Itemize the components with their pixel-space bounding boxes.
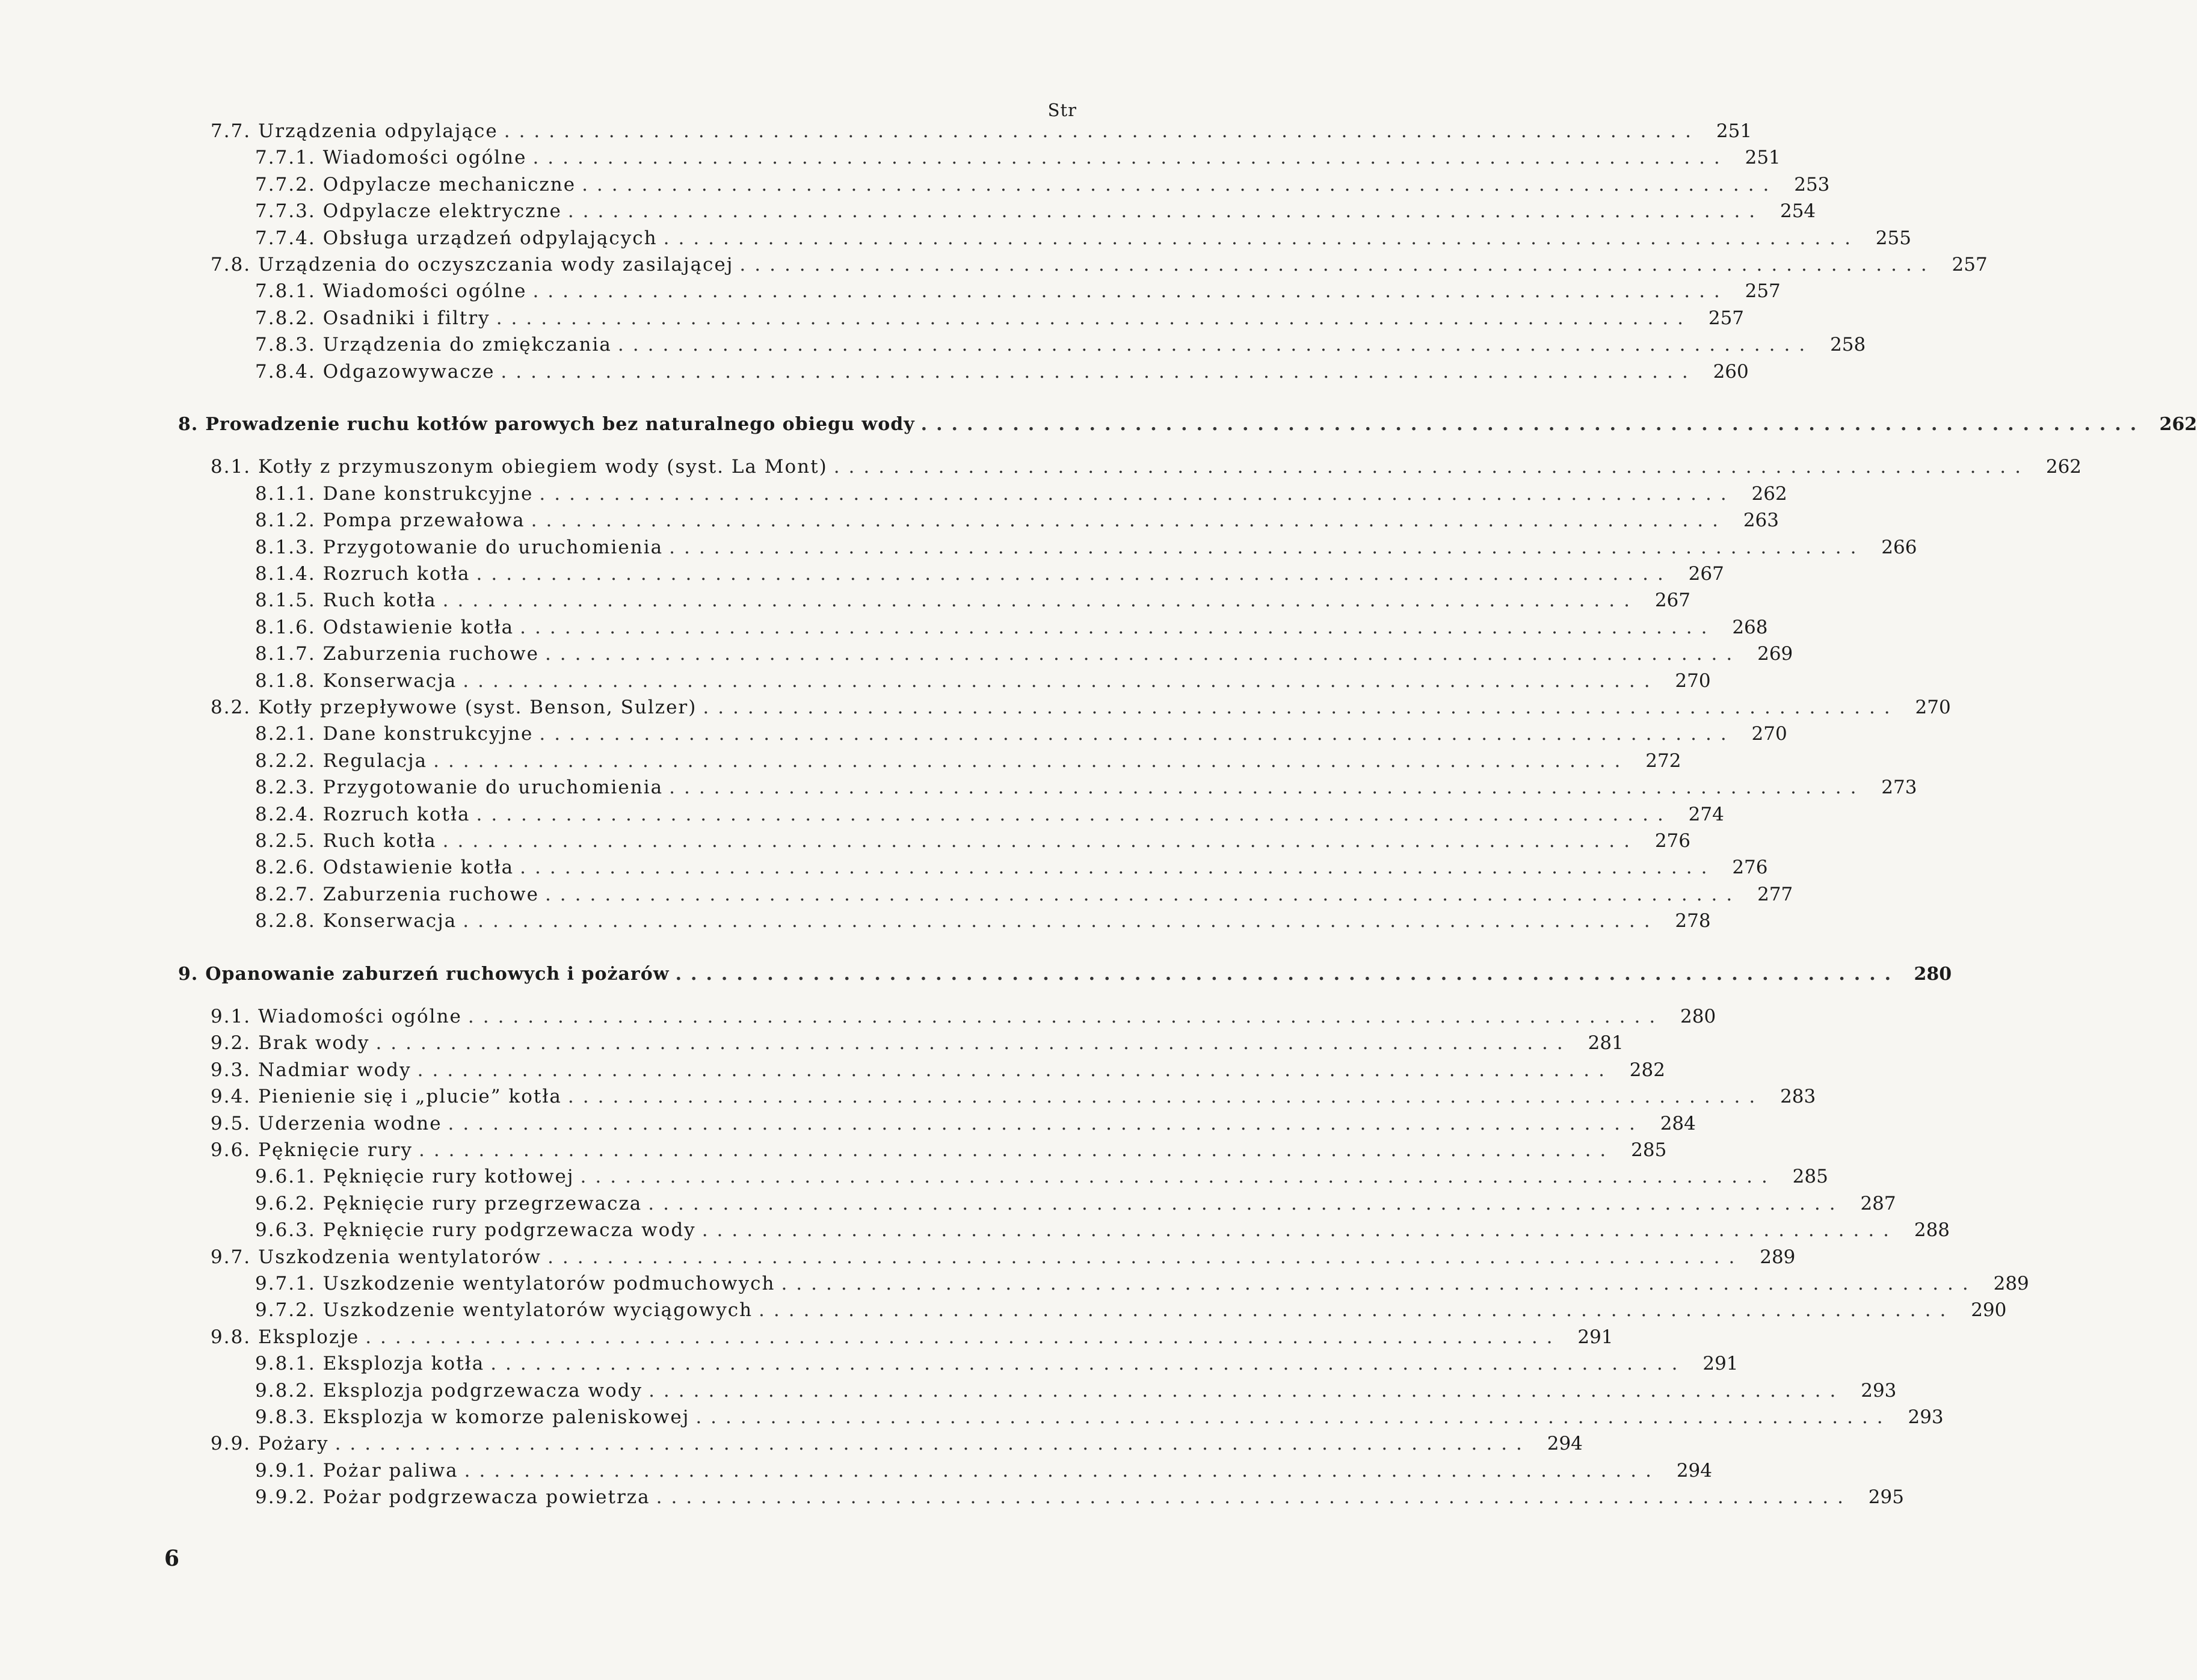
toc-row — [255, 1219, 1950, 1246]
toc-row — [211, 456, 2082, 482]
toc-number: 9.8.2. — [255, 1380, 316, 1402]
toc-number: 8.1.4. — [255, 563, 316, 585]
toc-number: 8.1.2. — [255, 509, 316, 531]
toc-number: 7.8. — [211, 254, 251, 275]
toc-number: 7.8.3. — [255, 334, 316, 355]
toc-page-number: 267 — [1654, 589, 1690, 611]
toc-number: 8.2. — [211, 697, 251, 718]
dot-leader: ................................................................................ — [663, 227, 1860, 249]
toc-page-number: 293 — [1861, 1380, 1897, 1402]
toc-title: Nadmiar wody — [258, 1059, 411, 1081]
toc-number: 9.7. — [211, 1246, 251, 1268]
toc-row — [255, 1460, 1712, 1486]
toc-title: Dane konstrukcyjne — [322, 723, 534, 745]
toc-row — [211, 697, 1951, 723]
dot-leader: ................................................................................ — [442, 589, 1639, 611]
dot-leader: ................................................................................ — [544, 643, 1742, 665]
dot-leader: ................................................................................ — [582, 174, 1778, 195]
toc-number: 9.8. — [211, 1326, 251, 1348]
toc-number: 8.1.5. — [255, 589, 316, 611]
toc-page-number: 270 — [1675, 670, 1711, 692]
toc-page-number: 257 — [1708, 307, 1745, 329]
dot-leader: ................................................................................ — [365, 1326, 1562, 1348]
toc-title: Ruch kotła — [322, 830, 437, 852]
toc-row — [211, 1433, 1583, 1459]
toc-title: Prowadzenie ruchu kotłów parowych bez naturalnego obiegu wody — [205, 414, 915, 435]
dot-leader: ................................................................................ — [833, 456, 2030, 478]
toc-number: 9.1. — [211, 1006, 251, 1027]
toc-title: Wiadomości ogólne — [258, 1006, 462, 1027]
toc-title: Pęknięcie rury podgrzewacza wody — [322, 1219, 696, 1241]
toc-number: 8.1.6. — [255, 617, 316, 638]
toc-row — [255, 280, 1781, 307]
toc-page-number: 283 — [1780, 1086, 1816, 1107]
toc-page-number: 255 — [1875, 227, 1911, 249]
toc-number: 7.7.1. — [255, 147, 316, 168]
toc-title: Dane konstrukcyjne — [322, 483, 534, 505]
toc-page-number: 289 — [1993, 1273, 2029, 1294]
toc-title: Pożary — [258, 1433, 329, 1454]
toc-chapter-row — [178, 964, 1952, 990]
toc-page-number: 272 — [1645, 750, 1681, 772]
toc-page-number: 263 — [1743, 509, 1779, 531]
dot-leader: ................................................................................ — [467, 1006, 1665, 1027]
toc-title: Pożar paliwa — [322, 1460, 458, 1482]
toc-number: 9.3. — [211, 1059, 251, 1081]
toc-page-number: 281 — [1588, 1032, 1624, 1054]
dot-leader: ................................................................................ — [490, 1353, 1687, 1374]
toc-row — [211, 1032, 1624, 1059]
dot-leader: ................................................................................ — [532, 147, 1729, 168]
toc-page-number: 294 — [1547, 1433, 1583, 1454]
toc-title: Pęknięcie rury przegrzewacza — [322, 1193, 642, 1214]
dot-leader: ................................................................................ — [567, 200, 1764, 222]
toc-title: Uderzenia wodne — [258, 1113, 442, 1134]
toc-page-number: 273 — [1881, 777, 1917, 798]
toc-row — [255, 1166, 1828, 1192]
toc-row — [255, 723, 1787, 749]
toc-number: 7.8.1. — [255, 280, 316, 302]
toc-row — [255, 1353, 1739, 1379]
toc-number: 8.2.8. — [255, 910, 316, 932]
toc-number: 8.2.6. — [255, 857, 316, 878]
toc-page-number: 293 — [1908, 1406, 1944, 1428]
toc-page-number: 270 — [1751, 723, 1787, 745]
toc-page-number: 262 — [1751, 483, 1787, 505]
toc-title: Pęknięcie rury — [258, 1139, 413, 1161]
toc-title: Kotły przepływowe (syst. Benson, Sulzer) — [258, 697, 697, 718]
dot-leader: ................................................................................ — [476, 563, 1672, 585]
toc-title: Odstawienie kotła — [322, 617, 514, 638]
toc-row — [255, 174, 1830, 200]
toc-title: Odpylacze mechaniczne — [322, 174, 576, 195]
toc-title: Przygotowanie do uruchomienia — [322, 777, 664, 798]
toc-number: 7.8.4. — [255, 361, 316, 383]
toc-page-number: 280 — [1680, 1006, 1716, 1027]
toc-page-number: 282 — [1629, 1059, 1665, 1081]
toc-title: Wiadomości ogólne — [322, 147, 527, 168]
dot-leader: ................................................................................ — [463, 670, 1659, 692]
toc-row — [255, 1406, 1944, 1433]
toc-row — [255, 617, 1768, 643]
dot-leader: ................................................................................ — [504, 120, 1701, 142]
dot-leader: ................................................................................ — [539, 723, 1736, 745]
toc-title: Urządzenia do zmiękczania — [322, 334, 612, 355]
toc-page-number: 268 — [1732, 617, 1768, 638]
toc-row — [255, 334, 1866, 360]
dot-leader: ................................................................................ — [739, 254, 1936, 275]
toc-page-number: 284 — [1660, 1113, 1696, 1134]
dot-leader: ................................................................................ — [695, 1406, 1892, 1428]
toc-title: Konserwacja — [322, 910, 457, 932]
toc-row — [255, 777, 1917, 803]
toc-page-number: 276 — [1654, 830, 1690, 852]
dot-leader: ................................................................................ — [648, 1193, 1844, 1214]
toc-number: 8.2.3. — [255, 777, 316, 798]
dot-leader: ................................................................................ — [656, 1486, 1852, 1508]
toc-number: 8.1.8. — [255, 670, 316, 692]
toc-title: Uszkodzenia wentylatorów — [258, 1246, 542, 1268]
dot-leader: ................................................................................ — [334, 1433, 1531, 1454]
toc-number: 8.1.3. — [255, 537, 316, 558]
toc-number: 9.4. — [211, 1086, 251, 1107]
toc-number: 7.7.4. — [255, 227, 316, 249]
toc-row — [255, 1380, 1897, 1406]
dot-leader: ................................................................................ — [669, 777, 1866, 798]
toc-page-number: 291 — [1702, 1353, 1739, 1374]
toc-number: 7.7.2. — [255, 174, 316, 195]
toc-number: 8.2.2. — [255, 750, 316, 772]
toc-row — [255, 857, 1768, 883]
toc-title: Zaburzenia ruchowe — [322, 643, 539, 665]
toc-page-number: 270 — [1915, 697, 1951, 718]
toc-row — [255, 884, 1793, 910]
toc-title: Wiadomości ogólne — [322, 280, 527, 302]
toc-title: Kotły z przymuszonym obiegiem wody (syst. La Mont) — [258, 456, 828, 478]
toc-row — [255, 307, 1745, 334]
toc-row — [255, 200, 1816, 227]
toc-page-number: 253 — [1794, 174, 1830, 195]
toc-page-number: 274 — [1688, 804, 1724, 825]
toc-page-number: 288 — [1914, 1219, 1950, 1241]
toc-title: Urządzenia do oczyszczania wody zasilającej — [258, 254, 734, 275]
toc-page-number: 251 — [1745, 147, 1781, 168]
dot-leader: ................................................................................ — [539, 483, 1736, 505]
toc-title: Konserwacja — [322, 670, 457, 692]
toc-title: Odstawienie kotła — [322, 857, 514, 878]
toc-page-number: 277 — [1757, 884, 1793, 905]
toc-page-number: 257 — [1952, 254, 1988, 275]
toc-page-number: 287 — [1860, 1193, 1896, 1214]
toc-number: 9.6.3. — [255, 1219, 316, 1241]
toc-page-number: 290 — [1971, 1299, 2007, 1321]
toc-number: 8.1.1. — [255, 483, 316, 505]
toc-title: Zaburzenia ruchowe — [322, 884, 539, 905]
toc-number: 7.8.2. — [255, 307, 316, 329]
dot-leader: ................................................................................ — [501, 361, 1697, 383]
toc-number: 9.8.1. — [255, 1353, 316, 1374]
toc-page-number: 278 — [1675, 910, 1711, 932]
toc-number: 9.2. — [211, 1032, 251, 1054]
dot-leader: ................................................................................ — [567, 1086, 1764, 1107]
toc-row — [255, 830, 1690, 857]
dot-leader: ................................................................................ — [433, 750, 1630, 772]
toc-row — [255, 589, 1690, 616]
toc-page-number: 276 — [1732, 857, 1768, 878]
dot-leader: ................................................................................ — [649, 1380, 1845, 1402]
toc-title: Urządzenia odpylające — [258, 120, 498, 142]
dot-leader: ................................................................................ — [464, 1460, 1660, 1482]
toc-number: 9.7.2. — [255, 1299, 316, 1321]
toc-row — [255, 1273, 2029, 1299]
toc-page-number: 285 — [1631, 1139, 1667, 1161]
dot-leader: ................................................................................ — [669, 537, 1866, 558]
toc-number: 8.1.7. — [255, 643, 316, 665]
toc-title: Rozruch kotła — [322, 804, 470, 825]
toc-row — [255, 643, 1793, 669]
toc-title: Odgazowywacze — [322, 361, 495, 383]
toc-number: 8.2.7. — [255, 884, 316, 905]
toc-row — [255, 804, 1724, 830]
toc-title: Odpylacze elektryczne — [322, 200, 562, 222]
toc-page-number: 267 — [1688, 563, 1724, 585]
toc-page-number: 269 — [1757, 643, 1793, 665]
page-number: 6 — [164, 1546, 180, 1571]
toc-row — [255, 670, 1711, 697]
toc-row — [255, 910, 1711, 937]
toc-page-number: 294 — [1676, 1460, 1712, 1482]
toc-row — [255, 361, 1749, 387]
toc-title: Regulacja — [322, 750, 428, 772]
dot-leader: ................................................................................ — [580, 1166, 1776, 1187]
toc-number: 8.1. — [211, 456, 251, 478]
dot-leader: ................................................................................ — [463, 910, 1659, 932]
toc-page-number: 257 — [1745, 280, 1781, 302]
toc-chapter-row — [178, 414, 2197, 440]
dot-leader: ................................................................................ — [417, 1059, 1613, 1081]
dot-leader: ................................................................................ — [920, 414, 2146, 435]
toc-row — [211, 1326, 1613, 1353]
toc-number: 8.2.5. — [255, 830, 316, 852]
toc-title: Opanowanie zaburzeń ruchowych i pożarów — [205, 964, 670, 985]
toc-title: Przygotowanie do uruchomienia — [322, 537, 664, 558]
toc-number: 8.2.1. — [255, 723, 316, 745]
toc-row — [255, 509, 1779, 536]
toc-row — [255, 483, 1787, 509]
toc-page-number: 291 — [1577, 1326, 1613, 1348]
toc-page-number: 289 — [1760, 1246, 1796, 1268]
toc-row — [255, 750, 1681, 777]
toc-row — [255, 1299, 2007, 1326]
toc-title: Pożar podgrzewacza powietrza — [322, 1486, 650, 1508]
dot-leader: ................................................................................ — [496, 307, 1693, 329]
toc-number: 9.5. — [211, 1113, 251, 1134]
toc-row — [255, 563, 1724, 589]
toc-page-number: 254 — [1779, 200, 1816, 222]
toc-title: Uszkodzenie wentylatorów wyciągowych — [322, 1299, 753, 1321]
toc-title: Uszkodzenie wentylatorów podmuchowych — [322, 1273, 775, 1294]
toc-title: Rozruch kotła — [322, 563, 470, 585]
toc-number: 8.2.4. — [255, 804, 316, 825]
dot-leader: ................................................................................ — [442, 830, 1639, 852]
toc-title: Pęknięcie rury kotłowej — [322, 1166, 575, 1187]
toc-row — [255, 227, 1911, 254]
page-column-label: Str — [1047, 100, 1077, 120]
dot-leader: ................................................................................ — [547, 1246, 1744, 1268]
toc-number: 9. — [178, 964, 199, 985]
toc-row — [255, 147, 1781, 173]
dot-leader: ................................................................................ — [781, 1273, 1977, 1294]
toc-page-number: 258 — [1830, 334, 1866, 355]
dot-leader: ................................................................................ — [544, 884, 1742, 905]
toc-row — [211, 120, 1752, 147]
dot-leader: ................................................................................ — [675, 964, 1900, 985]
dot-leader: ................................................................................ — [703, 697, 1899, 718]
dot-leader: ................................................................................ — [418, 1139, 1615, 1161]
toc-number: 9.9. — [211, 1433, 251, 1454]
toc-title: Pompa przewałowa — [322, 509, 525, 531]
toc-row — [255, 1486, 1904, 1513]
toc-page-number: 266 — [1881, 537, 1917, 558]
toc-number: 9.9.2. — [255, 1486, 316, 1508]
toc-row — [211, 1246, 1796, 1273]
toc-title: Eksplozja kotła — [322, 1353, 485, 1374]
toc-page-number: 280 — [1914, 964, 1952, 985]
toc-number: 7.7. — [211, 120, 251, 142]
toc-page-number: 285 — [1792, 1166, 1828, 1187]
toc-row — [211, 1006, 1716, 1032]
toc-row — [211, 1113, 1696, 1139]
toc-number: 9.6. — [211, 1139, 251, 1161]
toc-page-number: 262 — [2159, 414, 2197, 435]
dot-leader: ................................................................................ — [375, 1032, 1572, 1054]
toc-row — [211, 254, 1988, 280]
toc-row — [211, 1139, 1667, 1166]
toc-row — [255, 1193, 1896, 1219]
toc-number: 8. — [178, 414, 199, 435]
toc-number: 9.7.1. — [255, 1273, 316, 1294]
toc-title: Pienienie się i „plucie” kotła — [258, 1086, 562, 1107]
toc-page-number: 260 — [1713, 361, 1749, 383]
toc-row — [211, 1086, 1816, 1112]
toc-title: Eksplozja podgrzewacza wody — [322, 1380, 643, 1402]
dot-leader: ................................................................................ — [531, 509, 1727, 531]
toc-title: Ruch kotła — [322, 589, 437, 611]
dot-leader: ................................................................................ — [476, 804, 1672, 825]
dot-leader: ................................................................................ — [532, 280, 1729, 302]
toc-page-number: 251 — [1716, 120, 1752, 142]
toc-row — [255, 537, 1917, 563]
dot-leader: ................................................................................ — [520, 857, 1716, 878]
toc-page-number: 295 — [1868, 1486, 1904, 1508]
dot-leader: ................................................................................ — [759, 1299, 1955, 1321]
toc-number: 9.6.1. — [255, 1166, 316, 1187]
toc-number: 9.8.3. — [255, 1406, 316, 1428]
toc-title: Brak wody — [258, 1032, 370, 1054]
dot-leader: ................................................................................ — [520, 617, 1716, 638]
toc-title: Osadniki i filtry — [322, 307, 490, 329]
toc-number: 9.6.2. — [255, 1193, 316, 1214]
toc-number: 9.9.1. — [255, 1460, 316, 1482]
toc-row — [211, 1059, 1665, 1086]
toc-page-number: 262 — [2045, 456, 2082, 478]
toc-number: 7.7.3. — [255, 200, 316, 222]
dot-leader: ................................................................................ — [701, 1219, 1899, 1241]
toc-title: Eksplozje — [258, 1326, 360, 1348]
toc-title: Obsługa urządzeń odpylających — [322, 227, 658, 249]
dot-leader: ................................................................................ — [448, 1113, 1644, 1134]
toc-title: Eksplozja w komorze paleniskowej — [322, 1406, 690, 1428]
dot-leader: ................................................................................ — [617, 334, 1814, 355]
